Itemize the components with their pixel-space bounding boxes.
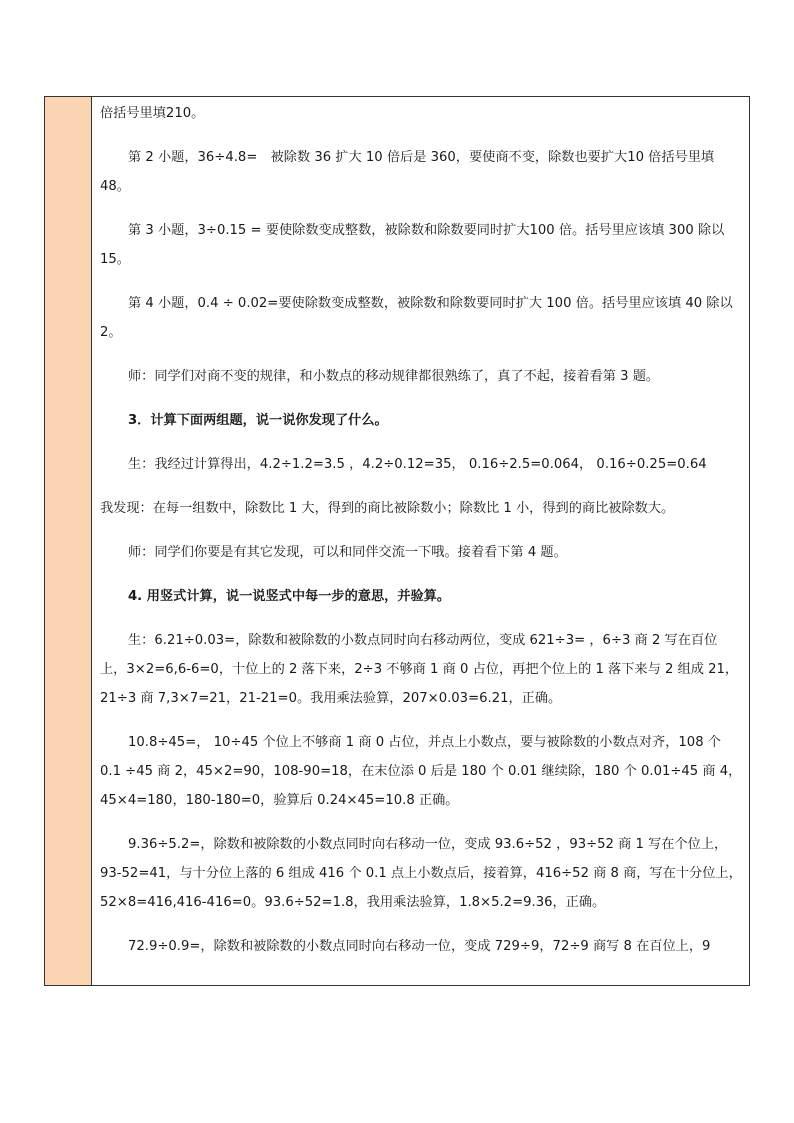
sidebar-color-band bbox=[45, 97, 92, 985]
lesson-table bbox=[44, 96, 750, 986]
finding: 我发现：在每一组数中，除数比 1 大，得到的商比被除数小；除数比 1 小，得到的商比被除数大。 bbox=[100, 501, 675, 516]
teacher-remark-2: 师：同学们你要是有其它发现，可以和同伴交流一下哦。接着看下第 4 题。 bbox=[128, 545, 567, 560]
question-4-heading: 4. 用竖式计算，说一说竖式中每一步的意思，并验算。 bbox=[128, 589, 451, 604]
calc-9-36: 9.36÷5.2=，除数和被除数的小数点同时向右移动一位，变成 93.6÷52 ，93÷52 商 1 写在个位上，93-52=41，与十分位上落的 6 组成 416 个 0.1 点上小数点后，接着算，416÷52 商 8 商，写在十分位上，52×8=416,416-416=0。93.6÷52=1.8，我用乘法验算，1.8×5.2=9.36，正确。 bbox=[100, 837, 742, 910]
student-answer-2: 生：6.21÷0.03=，除数和被除数的小数点同时向右移动两位，变成 621÷3= ，6÷3 商 2 写在百位上，3×2=6,6-6=0，十位上的 2 落下来，2÷3 不够商 1 商 0 占位，再把个位上的 1 落下来与 2 组成 21，21÷3 商 7,3×7=21，21-21=0。我用乘法验算，207×0.03=6.21，正确。 bbox=[100, 633, 739, 706]
calc-10-8: 10.8÷45=， 10÷45 个位上不够商 1 商 0 占位，并点上小数点，要与被除数的小数点对齐，108 个 0.1 ÷45 商 2，45×2=90，108-90=18，在末位添 0 后是 180 个 0.01 继续除，180 个 0.01÷45 商 4，45×4=180，180-180=0，验算后 0.24×45=10.8 正确。 bbox=[100, 735, 742, 808]
paragraph-4: 第 4 小题，0.4 ÷ 0.02=要使除数变成整数，被除数和除数要同时扩大 100 倍。括号里应该填 40 除以 2。 bbox=[100, 296, 733, 340]
paragraph-2: 第 2 小题，36÷4.8= 被除数 36 扩大 10 倍后是 360，要使商不变，除数也要扩大10 倍括号里填 48。 bbox=[100, 150, 715, 194]
paragraph-3: 第 3 小题，3÷0.15 = 要使除数变成整数，被除数和除数要同时扩大100 倍。括号里应该填 300 除以 15。 bbox=[100, 223, 725, 267]
question-3-heading: 3．计算下面两组题，说一说你发现了什么。 bbox=[128, 413, 388, 428]
teacher-remark-1: 师：同学们对商不变的规律，和小数点的移动规律都很熟练了，真了不起，接着看第 3 题。 bbox=[128, 369, 660, 384]
lesson-content bbox=[100, 99, 743, 976]
paragraph-1: 倍括号里填210。 bbox=[100, 106, 205, 121]
calc-72-9: 72.9÷0.9=，除数和被除数的小数点同时向右移动一位，变成 729÷9，72÷9 商写 8 在百位上，9 bbox=[128, 939, 711, 954]
student-answer-1: 生：我经过计算得出，4.2÷1.2=3.5 ，4.2÷0.12=35， 0.16÷2.5=0.064， 0.16÷0.25=0.64 bbox=[128, 457, 707, 472]
